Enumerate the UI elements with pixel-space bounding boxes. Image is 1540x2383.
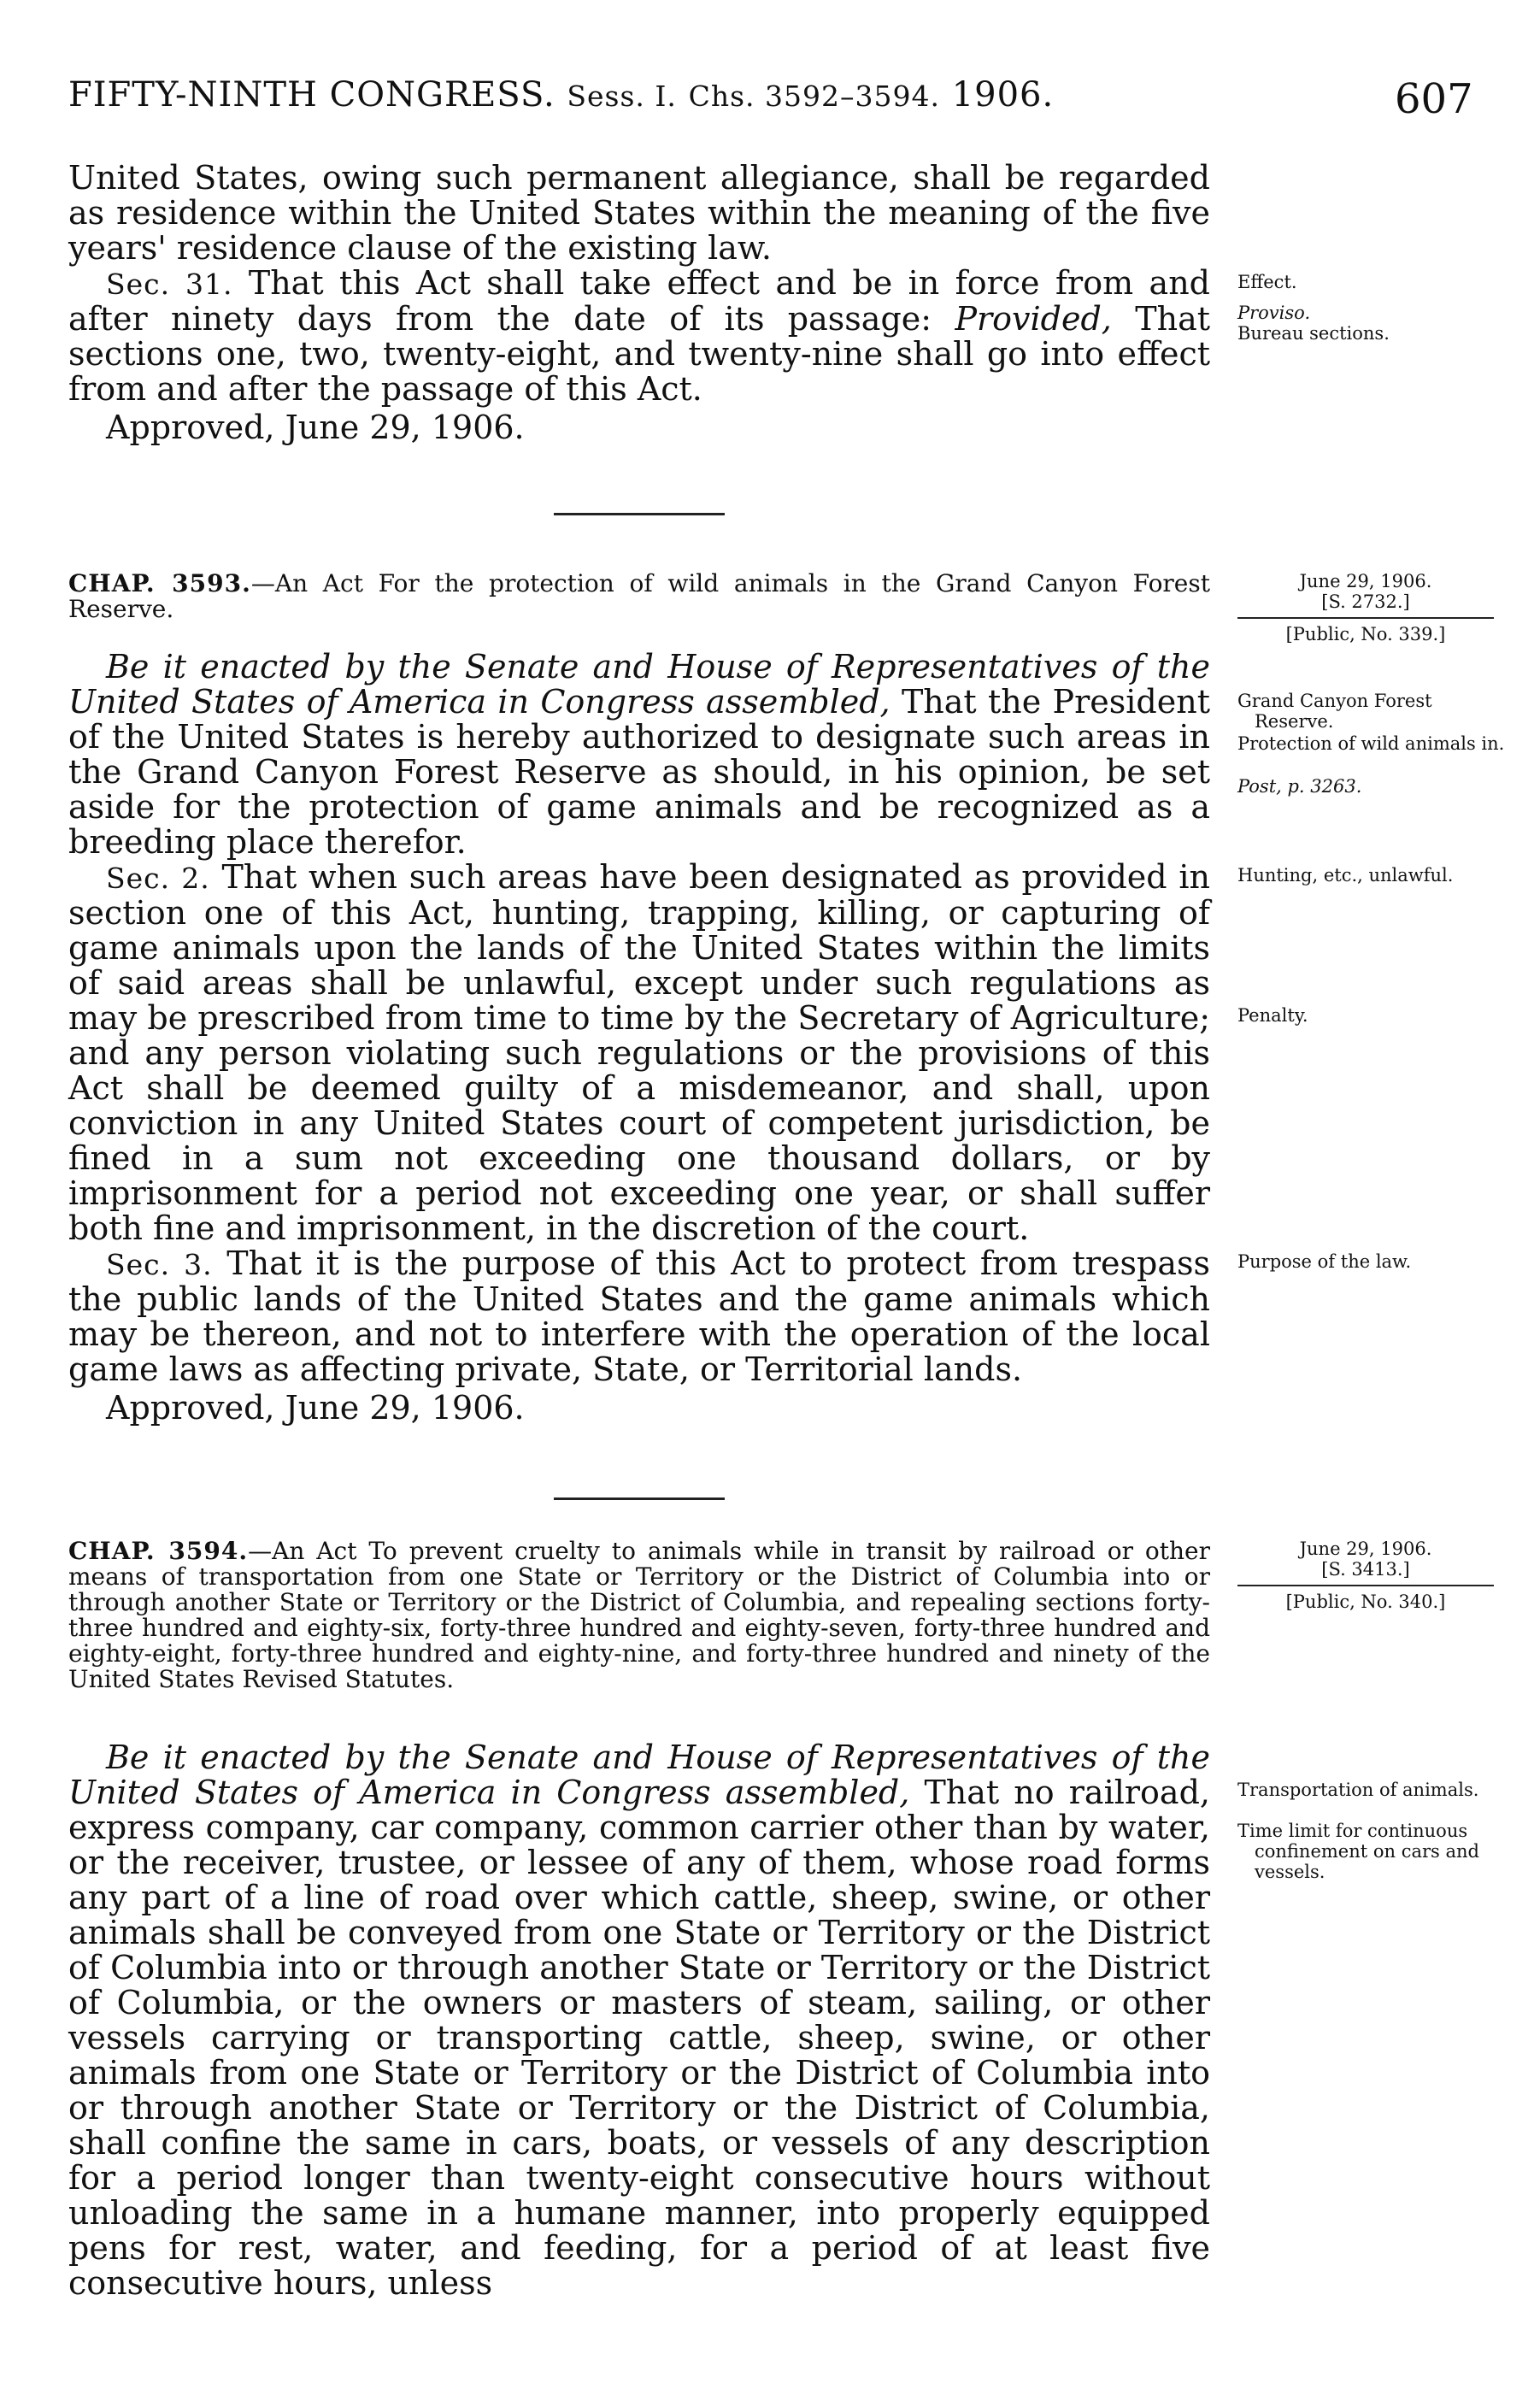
enacting-clause-3593: [68, 650, 1210, 860]
sec-31-text-b: That sections one, two, twenty-eight, and twenty-nine shall go into effect from and after the passage of this Act.: [68, 300, 1210, 408]
sec-3-label: Sec. 3.: [106, 1248, 213, 1281]
enacting-italic-3593: Be it enacted by the Senate and House of Representatives of the United States of America in Congress assembled,: [68, 648, 1210, 721]
chap-3593-public-law: [Public, No. 339.]: [1285, 624, 1446, 644]
chap-3594-body: [68, 1740, 1210, 2301]
sec-2-text: That when such areas have been designated as provided in section one of this Act, hunting, trapping, killing, or capturing of game animals upon the lands of the United States within the limits of said areas shall be unlawful, except under such regulations as may be prescribed from time to time by the Secretary of Agriculture; and any person violating such regulations or the provisions of this Act shall be deemed guilty of a misdemeanor, and shall, upon conviction in any United States court of competent jurisdiction, be fined in a sum not exceeding one thousand dollars, or by imprisonment for a period not exceeding one year, or shall suffer both fine and imprisonment, in the discretion of the court.: [68, 858, 1210, 1247]
session-label: Sess. I.: [567, 79, 677, 113]
provided-word: Provided,: [955, 300, 1112, 338]
sec-2-label: Sec. 2.: [106, 862, 210, 895]
margin-purpose: Purpose of the law.: [1237, 1251, 1412, 1272]
chap-3593-body: [68, 650, 1210, 1426]
margin-effect: Effect.: [1237, 272, 1297, 292]
margin-proviso: Proviso.: [1237, 303, 1311, 323]
page-number: 607: [1395, 75, 1473, 123]
sec-3-text: That it is the purpose of this Act to protect from trespass the public lands of the United States and the game animals which may be thereon, and not to interfere with the operation of the local game laws as affecting private, State, or Territorial lands.: [68, 1244, 1210, 1388]
margin-time-limit: Time limit for continuous confinement on cars and vessels.: [1237, 1821, 1479, 1882]
chap-3594-heading: [68, 1539, 1210, 1692]
margin-rule-2: [1237, 1585, 1494, 1586]
continued-section: [68, 161, 1210, 445]
chap-3594-label: CHAP. 3594.: [68, 1537, 249, 1565]
margin-bureau: Bureau sections.: [1237, 323, 1390, 344]
running-header: [68, 75, 1054, 115]
chap-3593-sec-3: [68, 1246, 1210, 1387]
chap-3594-date: June 29, 1906.: [1299, 1539, 1432, 1559]
congress-title: FIFTY-NINTH CONGRESS.: [68, 75, 555, 115]
chap-3594-public-law: [Public, No. 340.]: [1285, 1592, 1446, 1612]
enacting-italic-3594: Be it enacted by the Senate and House of Representatives of the United States of America in Congress assembled,: [68, 1739, 1210, 1811]
chap-3593-date: June 29, 1906.: [1299, 571, 1432, 591]
sec-31-text-a: That this Act shall take effect and be in force from and after ninety days from the date of its passage:: [68, 264, 1210, 338]
chapters-label: Chs. 3592–3594.: [688, 79, 940, 113]
section-divider-1: [554, 513, 725, 515]
margin-rule: [1237, 617, 1494, 619]
chap-3593-margin-block: [1237, 571, 1494, 644]
chap-3594-bill: [S. 3413.]: [1321, 1559, 1410, 1580]
chap-3593-title: —An Act For the protection of wild animals in the Grand Canyon Forest Reserve.: [68, 569, 1211, 623]
continuation-paragraph: United States, owing such permanent allegiance, shall be regarded as residence within the United States within the meaning of the five years' residence clause of the existing law.: [68, 159, 1210, 267]
sec-31-label: Sec. 31.: [106, 268, 233, 301]
chap-3593-bill: [S. 2732.]: [1321, 591, 1410, 612]
enacting-clause-3594: [68, 1740, 1210, 2301]
header-year: 1906.: [951, 75, 1055, 115]
approved-line-1: Approved, June 29, 1906.: [106, 409, 525, 446]
margin-hunting: Hunting, etc., unlawful.: [1237, 865, 1454, 886]
margin-penalty: Penalty.: [1237, 1005, 1308, 1026]
chap-3594-title: —An Act To prevent cruelty to animals while in transit by railroad or other means of transportation from one State or Territory or the District of Columbia into or through another State or Territory or the District of Columbia, and repealing sections forty-three hundred and eighty-six, forty-three hundred and eighty-seven, forty-three hundred and eighty-eight, forty-three hundred and eighty-nine, and forty-three hundred and ninety of the United States Revised Statutes.: [68, 1537, 1211, 1693]
enacting-rest-3594: That no railroad, express company, car company, common carrier other than by water, or the receiver, trustee, or lessee of any of them, whose road forms any part of a line of road over which cattle, sheep, swine, or other animals shall be conveyed from one State or Territory or the District of Columbia into or through another State or Territory or the District of Columbia, or the owners or masters of steam, sailing, or other vessels carrying or transporting cattle, sheep, swine, or other animals from one State or Territory or the District of Columbia into or through another State or Territory or the District of Columbia, shall confine the same in cars, boats, or vessels of any description for a period longer than twenty-eight consecutive hours without unloading the same in a humane manner, into properly equipped pens for rest, water, and feeding, for a period of at least five consecutive hours, unless: [68, 1774, 1210, 2302]
section-31: [68, 266, 1210, 407]
margin-post: Post, p. 3263.: [1237, 776, 1362, 797]
enacting-rest-3593: That the President of the United States is hereby authorized to designate such areas in the Grand Canyon Forest Reserve as should, in his opinion, be set aside for the protection of game animals and be recognized as a breeding place therefor.: [68, 683, 1210, 861]
approved-line-2: Approved, June 29, 1906.: [106, 1389, 525, 1427]
margin-transportation: Transportation of animals.: [1237, 1780, 1479, 1800]
chap-3593-label: CHAP. 3593.: [68, 569, 251, 597]
chap-3594-margin-block: [1237, 1539, 1494, 1612]
section-divider-2: [554, 1497, 725, 1500]
chap-3593-sec-2: [68, 860, 1210, 1246]
margin-grand-canyon: Grand Canyon Forest Reserve.: [1237, 691, 1432, 732]
chap-3593-heading: [68, 571, 1210, 622]
margin-protection: Protection of wild animals in.: [1237, 733, 1505, 754]
